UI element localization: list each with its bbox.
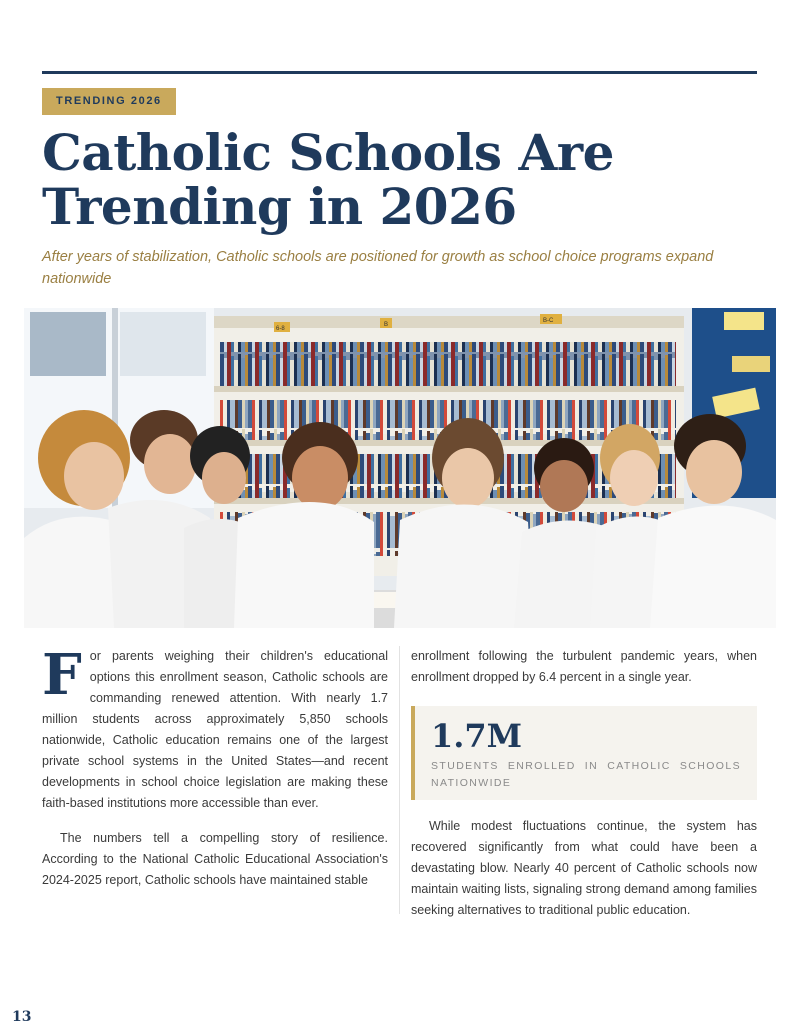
shelf-label-1: 6-8 <box>276 326 285 332</box>
shelf-label-3: B-C <box>543 318 554 324</box>
intro-paragraph <box>42 642 388 814</box>
paragraph-4: While modest fluctuations continue, the system has recovered significantly from what could have been a devastating blow. Nearly 40 percent of Catholic schools now maintain waiting lists, signaling strong demand among families seeking alternatives to traditional public education. <box>411 819 757 917</box>
stat-callout <box>411 706 757 800</box>
page-number: 13 <box>12 1009 32 1025</box>
paragraph-2: The numbers tell a compelling story of resilience. According to the National Catholic Educational Association's 2024-2025 report, Catholic schools have maintained stable <box>42 831 388 887</box>
title-line-2: Trending in 2026 <box>42 177 517 236</box>
category-tag: TRENDING 2026 <box>42 88 176 115</box>
stat-value: 1.7M <box>431 717 523 755</box>
title-line-1: Catholic Schools Are <box>42 123 614 182</box>
left-column <box>42 642 388 891</box>
top-rule <box>42 71 757 74</box>
column-divider <box>399 646 400 914</box>
intro-paragraph-text: or parents weighing their children's educational options this enrollment season, Catholic schools are commanding renewed attention. With nearly 1.7 million students across approximately 5,850 schools nationwide, Catholic education remains one of the largest private school systems in the United States—and recent developments in school choice legislation are making these faith-based institutions more accessible than ever. <box>42 649 388 810</box>
shelf-label-2: B <box>384 322 389 328</box>
article-title <box>42 123 742 236</box>
drop-cap: F <box>42 642 82 708</box>
stat-label: STUDENTS ENROLLED IN CATHOLIC SCHOOLS NATIONWIDE <box>431 760 741 789</box>
right-column <box>411 646 757 921</box>
library-students-photo <box>24 308 776 628</box>
photo-illustration <box>24 308 776 628</box>
article-subtitle: After years of stabilization, Catholic schools are positioned for growth as school choice programs expand nationwide <box>42 249 714 287</box>
paragraph-3: enrollment following the turbulent pandemic years, when enrollment dropped by 6.4 percent in a single year. <box>411 649 757 684</box>
